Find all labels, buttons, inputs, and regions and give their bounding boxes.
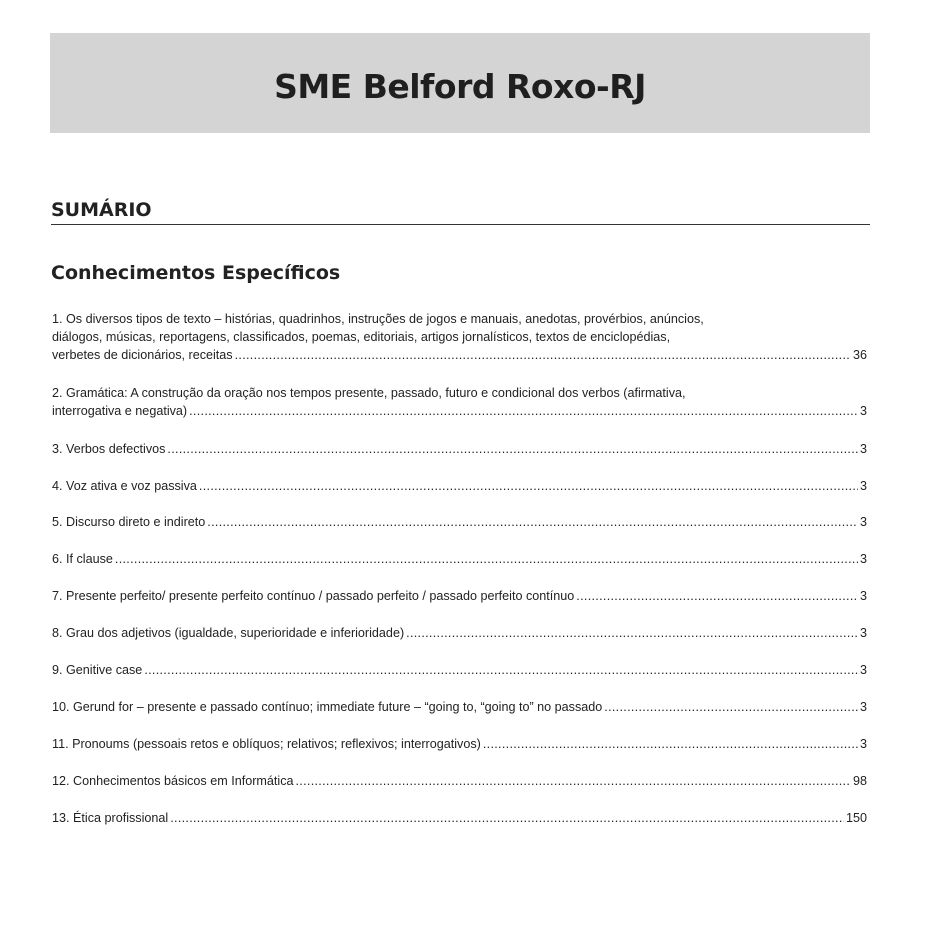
dot-leader	[199, 477, 858, 495]
dot-leader	[189, 402, 858, 420]
toc-entry-title: interrogativa e negativa)	[52, 404, 188, 418]
toc-entry	[52, 477, 867, 495]
dot-leader	[115, 550, 858, 568]
dot-leader	[144, 661, 858, 679]
toc-page-number: 3	[859, 737, 867, 751]
toc-entry	[52, 440, 867, 458]
toc-entry	[52, 735, 867, 753]
toc-entry-title: 8. Grau dos adjetivos (igualdade, superioridade e inferioridade)	[52, 626, 405, 640]
toc-entry-title: 11. Pronoums (pessoais retos e oblíquos; relativos; reflexivos; interrogativos)	[52, 737, 481, 751]
toc-entry-last-line	[52, 809, 867, 827]
dot-leader	[576, 587, 858, 605]
dot-leader	[207, 513, 858, 531]
toc-entry	[52, 661, 867, 679]
toc-entry-last-line	[52, 477, 867, 495]
toc-entry	[52, 587, 867, 605]
title-banner	[50, 33, 870, 133]
toc-entry	[52, 384, 867, 420]
toc-page-number: 3	[859, 552, 867, 566]
toc-entry-title: 5. Discurso direto e indireto	[52, 515, 206, 529]
toc-page-number: 3	[859, 663, 867, 677]
toc-page-number: 3	[859, 479, 867, 493]
toc-entry-title: 12. Conhecimentos básicos em Informática	[52, 774, 294, 788]
toc-entry-last-line	[52, 624, 867, 642]
toc-page-number: 3	[859, 442, 867, 456]
toc-entry-last-line	[52, 550, 867, 568]
summary-heading-text: SUMÁRIO	[51, 199, 152, 221]
toc-entry-last-line	[52, 587, 867, 605]
toc-entry-title: 6. If clause	[52, 552, 113, 566]
toc-entry-line: 2. Gramática: A construção da oração nos tempos presente, passado, futuro e condicional dos verbos (afirmativa,	[52, 386, 686, 400]
toc-entry-title: 13. Ética profissional	[52, 811, 169, 825]
toc-page-number: 36	[852, 348, 867, 362]
dot-leader	[296, 772, 851, 790]
dot-leader	[235, 346, 851, 364]
toc-entry-last-line	[52, 772, 867, 790]
toc-entry-last-line	[52, 402, 867, 420]
toc-entry-last-line	[52, 346, 867, 364]
toc-entry-last-line	[52, 440, 867, 458]
dot-leader	[406, 624, 858, 642]
toc-entry	[52, 550, 867, 568]
toc-entry-line: diálogos, músicas, reportagens, classificados, poemas, editoriais, artigos jornalísticos, textos de enciclopédias,	[52, 330, 671, 344]
dot-leader	[483, 735, 858, 753]
toc-entry	[52, 310, 867, 364]
toc-page-number: 98	[852, 774, 867, 788]
toc-entry-title: 7. Presente perfeito/ presente perfeito contínuo / passado perfeito / passado perfeito contínuo	[52, 589, 575, 603]
toc-entry-last-line	[52, 735, 867, 753]
toc-page-number: 3	[859, 404, 867, 418]
toc-entry-title: 9. Genitive case	[52, 663, 143, 677]
toc-entry-title: 4. Voz ativa e voz passiva	[52, 479, 197, 493]
toc-entry-last-line	[52, 513, 867, 531]
toc-entry-title: 3. Verbos defectivos	[52, 442, 166, 456]
toc-entry-line: 1. Os diversos tipos de texto – histórias, quadrinhos, instruções de jogos e manuais, anedotas, provérbios, anúncios,	[52, 312, 704, 326]
toc-entry	[52, 698, 867, 716]
toc-page-number: 3	[859, 700, 867, 714]
toc-entry	[52, 624, 867, 642]
section-heading: Conhecimentos Específicos	[51, 262, 341, 284]
toc-page-number: 150	[845, 811, 867, 825]
page-title: SME Belford Roxo-RJ	[274, 66, 646, 106]
toc-page-number: 3	[859, 589, 867, 603]
dot-leader	[170, 809, 844, 827]
toc-entry-title: verbetes de dicionários, receitas	[52, 348, 233, 362]
toc-entry	[52, 772, 867, 790]
toc-entry-last-line	[52, 661, 867, 679]
toc-page-number: 3	[859, 626, 867, 640]
summary-heading	[51, 198, 870, 225]
toc-entry	[52, 513, 867, 531]
dot-leader	[167, 440, 858, 458]
toc-entry-title: 10. Gerund for – presente e passado contínuo; immediate future – “going to, “going to” no passado	[52, 700, 603, 714]
dot-leader	[604, 698, 858, 716]
toc-entry-last-line	[52, 698, 867, 716]
toc-page-number: 3	[859, 515, 867, 529]
toc-entry	[52, 809, 867, 827]
